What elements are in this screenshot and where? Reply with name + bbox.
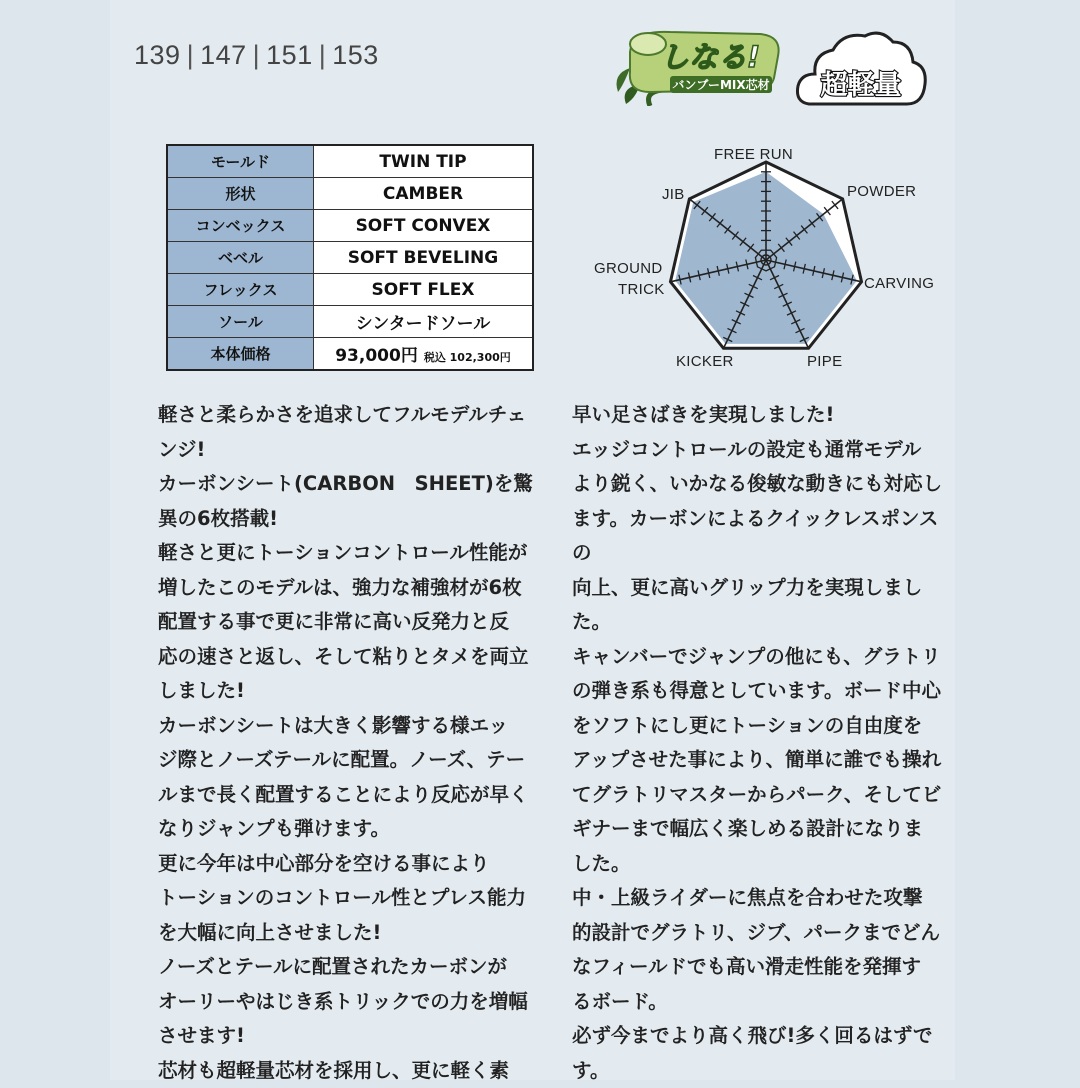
text-line: 中・上級ライダーに焦点を合わせた攻撃 xyxy=(572,881,947,916)
text-line: トーションのコントロール性とプレス能力 xyxy=(158,881,538,916)
spec-value: SOFT FLEX xyxy=(314,274,534,306)
radar-label-ground: GROUND xyxy=(594,260,662,277)
text-line: ます。カーボンによるクイックレスポンスの xyxy=(572,502,947,571)
text-line: 更に今年は中心部分を空ける事により xyxy=(158,847,538,882)
ultra-light-badge xyxy=(795,26,927,110)
text-line: なフィールドでも高い滑走性能を発揮す xyxy=(572,950,947,985)
text-line: させます! xyxy=(158,1019,538,1054)
radar-label-pipe: PIPE xyxy=(807,353,842,370)
text-line: しました! xyxy=(158,674,538,709)
text-line: より鋭く、いかなる俊敏な動きにも対応し xyxy=(572,467,947,502)
description-right-column xyxy=(572,398,947,1088)
size-list xyxy=(134,40,379,71)
text-line: エッジコントロールの設定も通常モデル xyxy=(572,433,947,468)
price-main: 93,000円 xyxy=(335,346,418,366)
text-line: を大幅に向上させました! xyxy=(158,916,538,951)
badge-bamboo-sub: バンブーMIX芯材 xyxy=(672,77,769,92)
text-line: なりジャンプも弾けます。 xyxy=(158,812,538,847)
text-line: カーボンシート(CARBON SHEET)を驚 xyxy=(158,467,538,502)
text-line: キャンバーでジャンプの他にも、グラトリ xyxy=(572,640,947,675)
text-line: 異の6枚搭載! xyxy=(158,502,538,537)
text-line: 応の速さと返し、そして粘りとタメを両立 xyxy=(158,640,538,675)
text-line: をソフトにし更にトーションの自由度を xyxy=(572,709,947,744)
badge-cloud-text: 超軽量 xyxy=(821,69,902,101)
spec-key: 本体価格 xyxy=(167,338,314,371)
text-line: した。 xyxy=(572,847,947,882)
spec-key: ベベル xyxy=(167,242,314,274)
table-row xyxy=(167,145,533,178)
size-option: 147 xyxy=(200,40,247,70)
text-line: 軽さと柔らかさを追求してフルモデルチェ xyxy=(158,398,538,433)
text-line: アップさせた事により、簡単に誰でも操れ xyxy=(572,743,947,778)
radar-label-kicker: KICKER xyxy=(676,353,734,370)
spec-value: TWIN TIP xyxy=(314,145,534,178)
table-row xyxy=(167,178,533,210)
radar-label-free-run: FREE RUN xyxy=(714,146,793,163)
text-line: 軽さと更にトーションコントロール性能が xyxy=(158,536,538,571)
radar-label-trick: TRICK xyxy=(618,281,665,298)
table-row xyxy=(167,306,533,338)
text-line: 必ず今までより高く飛び!多く回るはずで xyxy=(572,1019,947,1054)
text-line: 早い足さばきを実現しました! xyxy=(572,398,947,433)
price-tax: 税込 102,300円 xyxy=(424,351,511,364)
spec-key: モールド xyxy=(167,145,314,178)
text-line: カーボンシートは大きく影響する様エッ xyxy=(158,709,538,744)
text-line: 芯材も超軽量芯材を採用し、更に軽く素 xyxy=(158,1054,538,1088)
text-line: す。 xyxy=(572,1054,947,1088)
text-line: ンジ! xyxy=(158,433,538,468)
spec-table xyxy=(166,144,534,371)
spec-value: シンタードソール xyxy=(314,306,534,338)
spec-key: 形状 xyxy=(167,178,314,210)
separator: | xyxy=(319,40,327,70)
text-line: 増したこのモデルは、強力な補強材が6枚 xyxy=(158,571,538,606)
text-line: ルまで長く配置することにより反応が早く xyxy=(158,778,538,813)
text-line: ギナーまで幅広く楽しめる設計になりま xyxy=(572,812,947,847)
separator: | xyxy=(253,40,261,70)
spec-value: CAMBER xyxy=(314,178,534,210)
spec-key: コンベックス xyxy=(167,210,314,242)
size-option: 151 xyxy=(266,40,313,70)
spec-key: フレックス xyxy=(167,274,314,306)
text-line: の弾き系も得意としています。ボード中心 xyxy=(572,674,947,709)
text-line: てグラトリマスターからパーク、そしてビ xyxy=(572,778,947,813)
text-line: た。 xyxy=(572,605,947,640)
price-cell xyxy=(314,338,534,371)
bamboo-mix-badge xyxy=(610,22,788,106)
size-option: 139 xyxy=(134,40,181,70)
text-line: 的設計でグラトリ、ジブ、パークまでどん xyxy=(572,916,947,951)
badge-bamboo-title: しなる! xyxy=(660,40,760,74)
text-line: 配置する事で更に非常に高い反発力と反 xyxy=(158,605,538,640)
table-row xyxy=(167,274,533,306)
table-row xyxy=(167,242,533,274)
spec-value: SOFT CONVEX xyxy=(314,210,534,242)
table-row xyxy=(167,210,533,242)
size-option: 153 xyxy=(332,40,379,70)
text-line: ジ際とノーズテールに配置。ノーズ、テー xyxy=(158,743,538,778)
separator: | xyxy=(187,40,195,70)
spec-value: SOFT BEVELING xyxy=(314,242,534,274)
text-line: るボード。 xyxy=(572,985,947,1020)
text-line: ノーズとテールに配置されたカーボンが xyxy=(158,950,538,985)
radar-label-jib: JIB xyxy=(662,186,685,203)
performance-radar xyxy=(585,140,945,380)
table-row xyxy=(167,338,533,371)
radar-label-powder: POWDER xyxy=(847,183,916,200)
spec-key: ソール xyxy=(167,306,314,338)
text-line: オーリーやはじき系トリックでの力を増幅 xyxy=(158,985,538,1020)
radar-label-carving: CARVING xyxy=(864,275,934,292)
description-left-column xyxy=(158,398,538,1088)
text-line: 向上、更に高いグリップ力を実現しまし xyxy=(572,571,947,606)
